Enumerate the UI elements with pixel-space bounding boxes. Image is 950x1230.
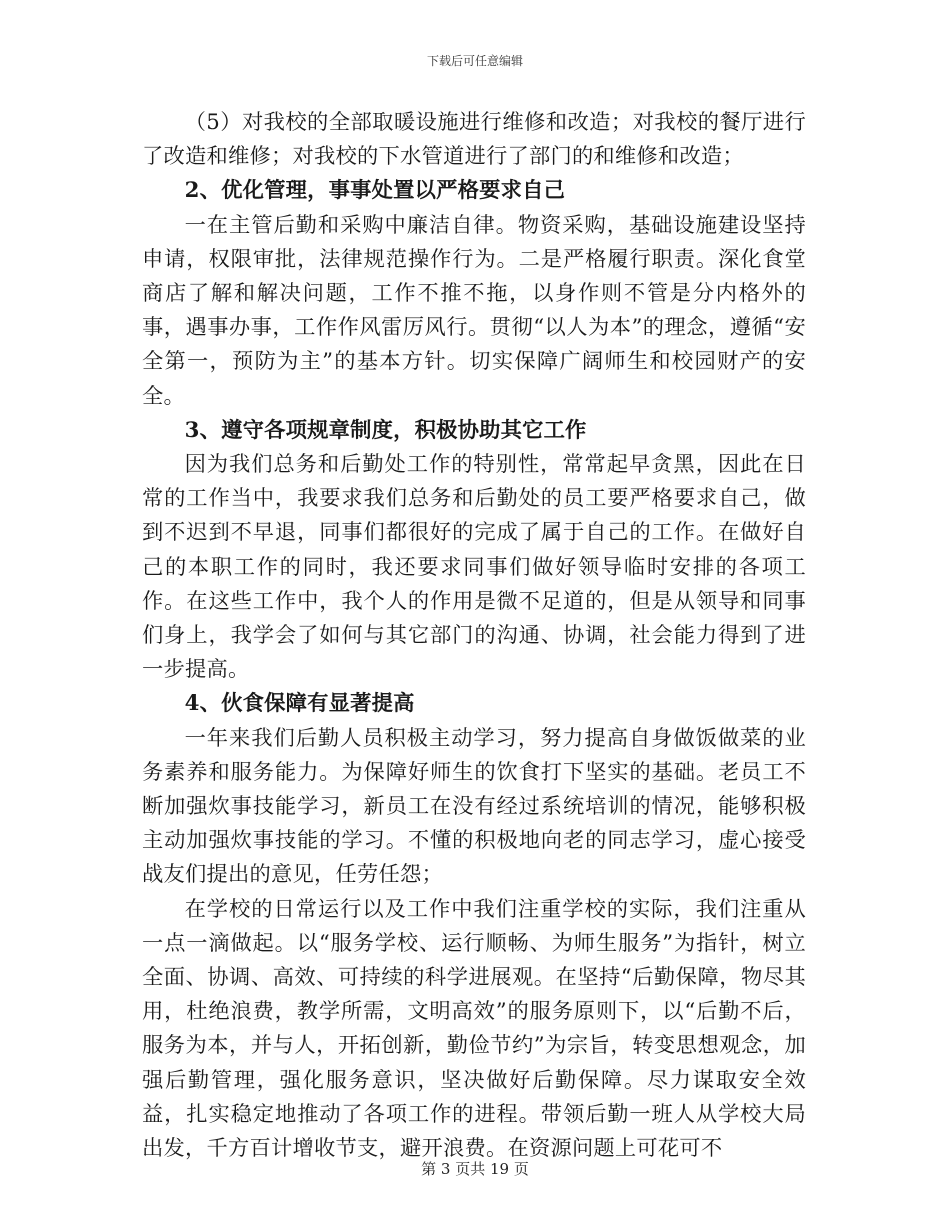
- paragraph-facility-repair: （5）对我校的全部取暖设施进行维修和改造；对我校的餐厅进行了改造和维修；对我校的下水管道进行了部门的和维修和改造；: [142, 110, 806, 170]
- section-heading-4: 4、伙食保障有显著提高: [184, 691, 415, 717]
- document-body: [142, 106, 806, 1166]
- paragraph-rules: 因为我们总务和后勤处工作的特别性，常常起早贪黑，因此在日常的工作当中，我要求我们总务和后勤处的员工要严格要求自己，做到不迟到不早退，同事们都很好的完成了属于自己的工作。在做好自己的本职工作的同时，我还要求同事们做好领导临时安排的各项工作。在这些工作中，我个人的作用是微不足道的，但是从领导和同事们身上，我学会了如何与其它部门的沟通、协调，社会能力得到了进一步提高。: [142, 452, 806, 683]
- section-heading-2: 2、优化管理，事事处置以严格要求自己: [184, 178, 566, 204]
- paragraph-catering: 一年来我们后勤人员积极主动学习，努力提高自身做饭做菜的业务素养和服务能力。为保障好师生的饮食打下坚实的基础。老员工不断加强炊事技能学习，新员工在没有经过系统培训的情况，能够积极主动加强炊事技能的学习。不懂的积极地向老的同志学习，虚心接受战友们提出的意见，任劳任怨；: [142, 725, 806, 888]
- paragraph-daily-operation: 在学校的日常运行以及工作中我们注重学校的实际，我们注重从一点一滴做起。以“服务学校、运行顺畅、为师生服务”为指针，树立全面、协调、高效、可持续的科学进展观。在坚持“后勤保障，物尽其用，杜绝浪费，教学所需，文明高效”的服务原则下，以“后勤不后，服务为本，并与人，开拓创新，勤俭节约”为宗旨，转变思想观念，加强后勤管理，强化服务意识，坚决做好后勤保障。尽力谋取安全效益，扎实稳定地推动了各项工作的进程。带领后勤一班人从学校大局出发，千方百计增收节支，避开浪费。在资源问题上可花可不: [142, 896, 806, 1162]
- page-number: 第 3 页共 19 页: [421, 1160, 529, 1178]
- paragraph-management: 一在主管后勤和采购中廉洁自律。物资采购，基础设施建设坚持申请，权限审批，法律规范操作行为。二是严格履行职责。深化食堂商店了解和解决问题，工作不推不拖，以身作则不管是分内格外的事，遇事办事，工作作风雷厉风行。贯彻“以人为本”的理念，遵循“安全第一，预防为主”的基本方针。切实保障广阔师生和校园财产的安全。: [142, 212, 806, 409]
- header-note: 下载后可任意编辑: [426, 54, 523, 68]
- section-heading-3: 3、遵守各项规章制度，积极协助其它工作: [184, 417, 587, 443]
